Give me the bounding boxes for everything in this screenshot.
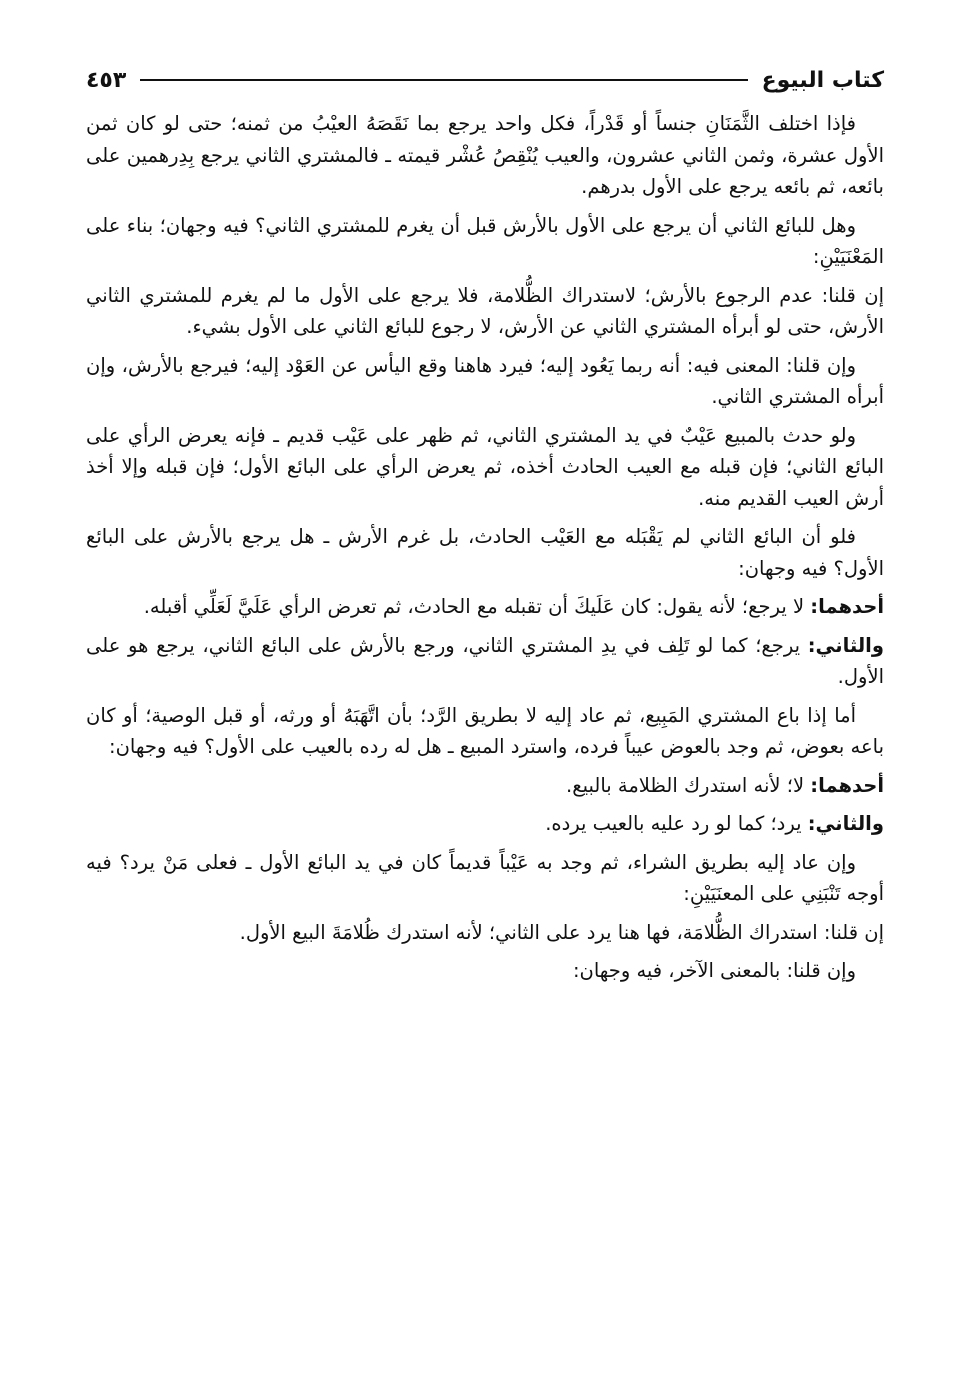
paragraph [86, 700, 884, 763]
paragraph [86, 280, 884, 343]
paragraph [86, 521, 884, 584]
paragraph-text: يرجع؛ كما لو تَلِف في يدِ المشتري الثاني، ورجع بالأرش على البائع الثاني، يرجع هو على الأول. [86, 633, 884, 688]
page-number: ٤٥٣ [86, 67, 127, 93]
paragraph [86, 808, 884, 840]
paragraph-text: فلو أن البائع الثاني لم يَقْبَله مع العَيْب الحادث، بل غرم الأرش ـ هل يرجع بالأرش على البائع الأول؟ فيه وجهان: [86, 525, 884, 580]
body-text [86, 108, 884, 987]
paragraph-text: ولو حدث بالمبيع عَيْبٌ في يد المشتري الثاني، ثم ظهر على عَيْب قديم ـ فإنه يعرض الرأي على البائع الثاني؛ فإن قبله مع العيب الحادث أخذه، ثم يعرض الرأي على البائع الأول؛ فإن قبله وإلا أخذ أرش العيب القديم منه. [86, 423, 884, 510]
header-rule [140, 79, 747, 81]
running-header [86, 58, 884, 102]
book-page [86, 58, 884, 1356]
paragraph-text: لا؛ لأنه استدرك الظلامة بالبيع. [566, 773, 811, 797]
paragraph [86, 770, 884, 802]
chapter-title: كتاب البيوع [761, 67, 884, 93]
paragraph-text: لا يرجع؛ لأنه يقول: كان عَلَيكَ أن تقبله مع الحادث، ثم تعرض الرأي عَلَيَّ لَعَلِّي أقبله. [143, 595, 811, 618]
paragraph-text: وإن قلنا: المعنى فيه: أنه ربما يَعُود إليه؛ فيرد هاهنا وقع اليأس عن العَوْد إليه؛ فيرجع بالأرش، وإن أبرأه المشتري الثاني. [86, 353, 884, 408]
paragraph [86, 630, 884, 693]
paragraph-text: وإن عاد إليه بطريق الشراء، ثم وجد به عَيْباً قديماً كان في يد البائع الأول ـ فعلى مَنْ يرد؟ فيه أوجه تَنْبَنِي على المعنَيَيْنِ: [86, 850, 884, 905]
paragraph-lead: أحدهما: [810, 595, 884, 618]
paragraph-lead: والثاني: [807, 633, 884, 657]
paragraph [86, 955, 884, 987]
paragraph-text: إن قلنا: استدراك الظُّلامَة، فها هنا يرد على الثاني؛ لأنه استدرك ظُلامَةَ البيع الأول. [239, 920, 884, 944]
paragraph [86, 917, 884, 949]
paragraph [86, 420, 884, 515]
paragraph-text: فإذا اختلف الثَّمَنَانِ جنساً أو قَدْراً، فكل واحد يرجع بما نَقَصَهُ العيْبُ من ثمنه؛ حتى لو كان ثمن الأول عشرة، وثمن الثاني عشرون، والعيب يُنْقِصُ عُشْر قيمته ـ فالمشتري الثاني يرجع بِدِرهمين على بائعه، ثم بائعه يرجع على الأول بدرهم. [86, 112, 884, 198]
paragraph [86, 350, 884, 413]
paragraph [86, 210, 884, 273]
paragraph [86, 847, 884, 910]
paragraph-text: إن قلنا: عدم الرجوع بالأرش؛ لاستدراك الظُّلامة، فلا يرجع على الأول ما لم يغرم للمشتري الثاني الأرش، حتى لو أبرأه المشتري الثاني عن الأرش، لا رجوع للبائع الثاني على الأول بشيء. [86, 283, 884, 338]
paragraph-text: وإن قلنا: بالمعنى الآخر، فيه وجهان: [572, 959, 856, 982]
paragraph-text: يرد؛ كما لو رد عليه بالعيب يرده. [545, 812, 808, 835]
paragraph-text: أما إذا باع المشتري المَبِيع، ثم عاد إليه لا بطريق الرَّد؛ بأن اتَّهَبَهُ أو ورثه، أو قبل الوصية؛ أو كان باعه بعوض، ثم وجد بالعوض عيباً فرده، واسترد المبيع ـ هل له رده بالعيب على الأول؟ فيه وجهان: [86, 703, 884, 758]
paragraph [86, 108, 884, 203]
paragraph [86, 591, 884, 623]
paragraph-lead: أحدهما: [810, 773, 884, 797]
paragraph-text: وهل للبائع الثاني أن يرجع على الأول بالأرش قبل أن يغرم للمشتري الثاني؟ فيه وجهان؛ بناء على المَعْنَيَيْنِ: [86, 213, 884, 268]
paragraph-lead: والثاني: [807, 812, 884, 835]
